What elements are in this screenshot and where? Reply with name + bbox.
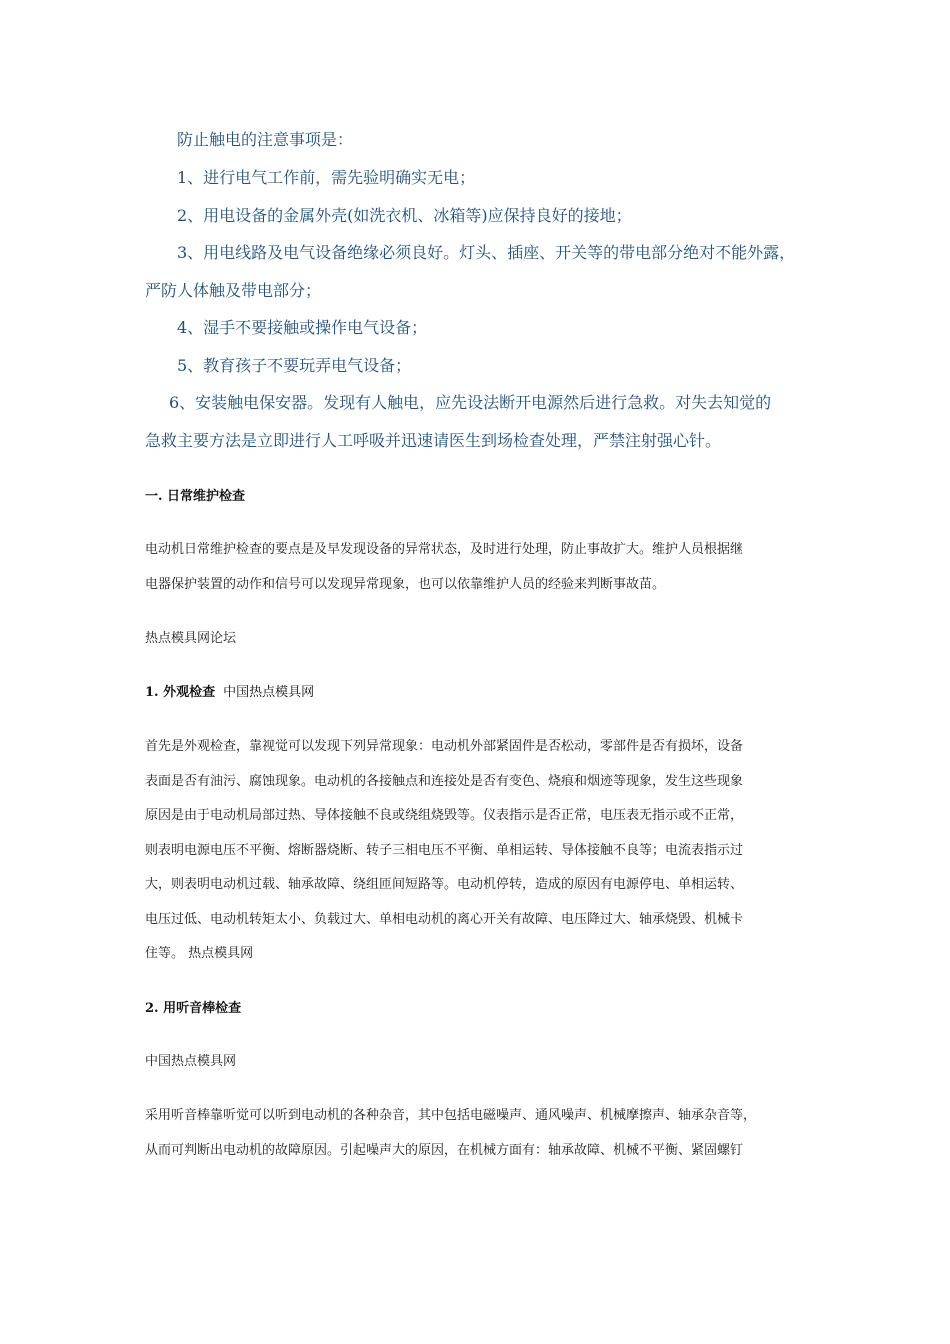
safety-item-3-line1: 3、用电线路及电气设备绝缘必须良好。灯头、插座、开关等的带电部分绝对不能外露， bbox=[177, 243, 796, 262]
section-heading-visual-inspection bbox=[145, 681, 314, 700]
visual-line-6: 电压过低、电动机转矩太小、负载过大、单相电动机的离心开关有故障、电压降过大、轴承烧毁、机械卡 bbox=[145, 912, 744, 927]
section1-para-line2: 电器保护装置的动作和信号可以发现异常现象，也可以依靠维护人员的经验来判断事故苗。 bbox=[145, 577, 666, 592]
visual-line-7: 住等。 热点模具网 bbox=[145, 946, 254, 961]
safety-item-6-line2: 急救主要方法是立即进行人工呼吸并迅速请医生到场检查处理，严禁注射强心针。 bbox=[145, 431, 722, 450]
visual-line-1: 首先是外观检查，靠视觉可以发现下列异常现象：电动机外部紧固件是否松动，零部件是否有损坏，设备 bbox=[145, 739, 744, 754]
safety-item-1: 1、进行电气工作前，需先验明确实无电； bbox=[177, 168, 476, 187]
safety-intro: 防止触电的注意事项是： bbox=[177, 130, 354, 149]
listening-line-2: 从而可判断出电动机的故障原因。引起噪声大的原因，在机械方面有：轴承故障、机械不平衡、紧固螺钉 bbox=[145, 1143, 744, 1158]
heading-text: 1. 外观检查 bbox=[145, 685, 216, 700]
safety-item-4: 4、湿手不要接触或操作电气设备； bbox=[177, 318, 428, 337]
section1-para-line1: 电动机日常维护检查的要点是及早发现设备的异常状态，及时进行处理，防止事故扩大。维护人员根据继 bbox=[145, 542, 744, 557]
safety-item-6-line1: 6、安装触电保安器。发现有人触电，应先设法断开电源然后进行急救。对失去知觉的 bbox=[169, 393, 772, 412]
section-heading-listening-rod: 2. 用听音棒检查 bbox=[145, 1001, 242, 1016]
visual-line-4: 则表明电源电压不平衡、熔断器烧断、转子三相电压不平衡、单相运转、导体接触不良等；电流表指示过 bbox=[145, 843, 744, 858]
heading-suffix: 中国热点模具网 bbox=[223, 685, 315, 700]
safety-item-5: 5、教育孩子不要玩弄电气设备； bbox=[177, 356, 412, 375]
listening-line-1: 采用听音棒靠听觉可以听到电动机的各种杂音，其中包括电磁噪声、通风噪声、机械摩擦声、轴承杂音等， bbox=[145, 1108, 757, 1123]
safety-item-2: 2、用电设备的金属外壳(如洗衣机、冰箱等)应保持良好的接地； bbox=[177, 206, 632, 225]
safety-item-3-line2: 严防人体触及带电部分； bbox=[145, 281, 322, 300]
visual-line-2: 表面是否有油污、腐蚀现象。电动机的各接触点和连接处是否有变色、烧痕和烟迹等现象，发生这些现象 bbox=[145, 774, 744, 789]
visual-line-3: 原因是由于电动机局部过热、导体接触不良或绕组烧毁等。仪表指示是否正常，电压表无指示或不正常， bbox=[145, 808, 744, 823]
section-heading-daily-maintenance: 一. 日常维护检查 bbox=[145, 489, 246, 504]
visual-line-5: 大，则表明电动机过载、轴承故障、绕组匝间短路等。电动机停转，造成的原因有电源停电、单相运转、 bbox=[145, 877, 744, 892]
section1-2-note: 中国热点模具网 bbox=[145, 1054, 237, 1069]
section1-note: 热点模具网论坛 bbox=[145, 631, 237, 646]
